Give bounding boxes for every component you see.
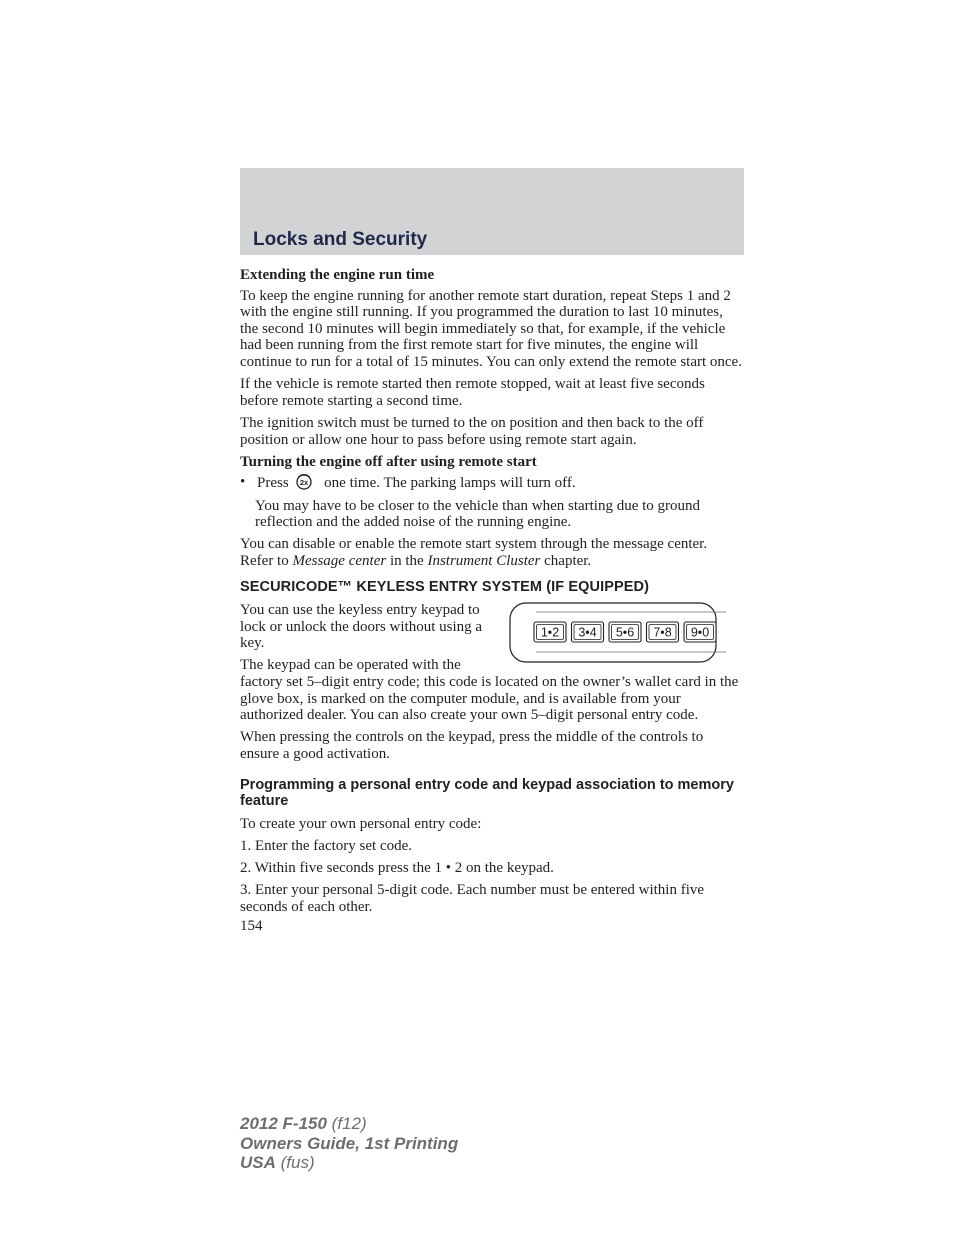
keypad-drawing — [506, 602, 744, 664]
keypad-key — [609, 622, 641, 642]
keypad-key-label: 3•4 — [578, 625, 597, 640]
keypad-keys — [534, 622, 716, 642]
section-header-band — [240, 168, 744, 255]
footer-guide: Owners Guide, 1st Printing — [240, 1133, 459, 1153]
paragraph-securicode-1: You can use the keyless entry keypad to lock or unlock the doors without using a key. — [240, 602, 483, 652]
footer-model-code: (f12) — [326, 1114, 367, 1133]
paragraph-extending-2: If the vehicle is remote started then remote stopped, wait at least five seconds before remote starting a second time. — [240, 376, 705, 409]
keypad-key-label: 5•6 — [615, 625, 635, 640]
step-2: 2. Within five seconds press the 1 • 2 on the keypad. — [240, 860, 554, 877]
keypad-key — [684, 622, 716, 642]
page-number: 154 — [240, 917, 263, 934]
paragraph-programming-intro: To create your own personal entry code: — [240, 815, 482, 832]
remote-start-2x-icon — [295, 474, 313, 490]
document-footer — [240, 1114, 458, 1173]
paragraph-securicode-3: When pressing the controls on the keypad, press the middle of the controls to ensure a good activation. — [240, 729, 704, 762]
keypad-key-label: 7•8 — [653, 625, 672, 640]
paragraph-extending-1: To keep the engine running for another remote start duration, repeat Steps 1 and 2 with the engine still running. If you programmed the duration to last 10 minutes, the second 10 minutes will begin immediately so that, for example, if the vehicle had been running from the first remote start for five minutes, the engine will continue to run for a total of 15 minutes. You can only extend the remote start once. — [240, 287, 742, 370]
keypad-key-label: 1•2 — [540, 625, 560, 640]
disable-text-c: chapter. — [540, 552, 592, 569]
paragraph-closer-note: You may have to be closer to the vehicle than when starting due to ground reflection and the added noise of the running engine. — [255, 497, 701, 531]
bullet-dot: • — [240, 474, 246, 491]
keypad-illustration — [506, 602, 744, 664]
paragraph-extending-3: The ignition switch must be turned to the on position and then back to the off position or allow one hour to pass before using remote start again. — [240, 414, 704, 448]
keypad-key-label: 9•0 — [690, 625, 710, 640]
step-3: 3. Enter your personal 5-digit code. Each number must be entered within five seconds of each other. — [240, 882, 705, 915]
heading-turning-engine-off: Turning the engine off after using remote start — [240, 453, 537, 470]
paragraph-securicode-2: The keypad can be operated with the factory set 5–digit entry code; this code is located on the owner’s wallet card in the glove box, is marked on the computer module, and is available from your authorized dealer. You can also create your own 5–digit personal entry code. — [240, 657, 739, 724]
footer-region: USA — [240, 1153, 276, 1172]
page-content — [240, 267, 744, 940]
disable-text-b: in the — [386, 552, 428, 569]
keypad-key — [572, 622, 604, 642]
instrument-cluster-reference: Instrument Cluster — [427, 552, 541, 569]
paragraph-disable-remote-start — [240, 536, 744, 569]
remote-start-icon-label: 2x — [300, 478, 309, 488]
bullet-text-pre: Press — [257, 475, 289, 492]
footer-region-code: (fus) — [275, 1153, 315, 1172]
keypad-key — [534, 622, 566, 642]
footer-region-line — [240, 1153, 458, 1173]
disable-text-a: You can disable or enable the remote start system through the message center. Refer to — [240, 536, 708, 569]
heading-programming-entry-code: Programming a personal entry code and keypad association to memory feature — [240, 776, 734, 810]
message-center-reference: Message center — [292, 552, 387, 569]
heading-securicode: SECURICODE™ KEYLESS ENTRY SYSTEM (IF EQUIPPED) — [240, 579, 650, 596]
footer-model-line — [240, 1114, 458, 1134]
section-title: Locks and Security — [253, 229, 428, 250]
bullet-press-remote — [240, 474, 744, 492]
heading-extending-run-time: Extending the engine run time — [240, 267, 435, 283]
footer-model: 2012 F-150 — [240, 1114, 327, 1133]
step-1: 1. Enter the factory set code. — [240, 837, 413, 854]
bullet-text-post: one time. The parking lamps will turn off. — [324, 475, 576, 492]
keypad-key — [647, 622, 679, 642]
